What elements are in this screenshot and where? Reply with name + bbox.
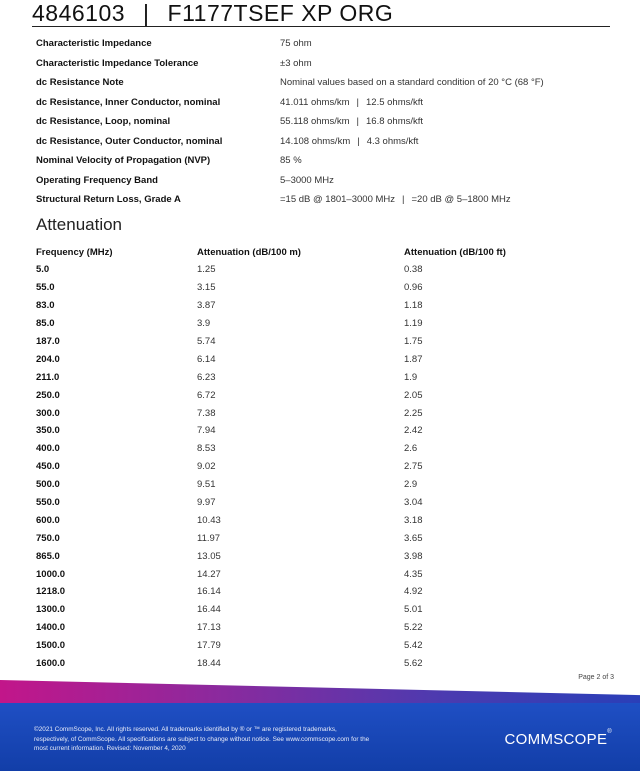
spec-value-metric: 55.118 ohms/km (280, 116, 350, 128)
table-row (36, 619, 616, 637)
spec-value (280, 136, 418, 147)
attenuation-m-cell: 5.74 (197, 336, 216, 347)
frequency-cell: 600.0 (36, 514, 60, 526)
attenuation-ft-cell: 2.9 (404, 479, 418, 491)
attenuation-ft-cell: 4.92 (404, 586, 423, 598)
attenuation-section-title: Attenuation (36, 215, 123, 234)
table-row (36, 511, 616, 529)
footer-line: respectively, of CommScope. All specifications are subject to change without notice. See www.commscope.com for the (34, 735, 370, 743)
spec-label: dc Resistance, Loop, nominal (36, 116, 171, 128)
spec-row (36, 132, 616, 152)
spec-value-imperial: 16.8 ohms/kft (366, 116, 424, 128)
spec-label: Characteristic Impedance (36, 38, 152, 50)
spec-row (36, 190, 616, 210)
attenuation-ft-cell: 2.05 (404, 389, 423, 401)
model-name: F1177TSEF XP ORG (167, 0, 394, 26)
column-header-frequency: Frequency (MHz) (36, 246, 113, 258)
attenuation-m-cell: 10.43 (197, 514, 221, 526)
table-body (36, 261, 616, 672)
attenuation-ft-cell: 4.35 (404, 568, 423, 580)
table-row (36, 279, 616, 297)
table-row (36, 440, 616, 458)
attenuation-m-cell: 14.27 (197, 568, 221, 580)
spec-row (36, 34, 616, 54)
table-row (36, 261, 616, 279)
attenuation-ft-cell: 1.9 (404, 371, 418, 383)
attenuation-m-cell: 9.02 (197, 461, 216, 473)
spec-value (280, 116, 423, 127)
attenuation-ft-cell: 3.65 (404, 532, 423, 544)
header-separator: | (143, 0, 150, 26)
attenuation-ft-cell: 5.22 (404, 622, 423, 634)
specifications-table (36, 34, 616, 210)
footer-legal-text (34, 725, 434, 754)
value-separator: | (357, 135, 360, 147)
attenuation-ft-cell: 1.19 (404, 318, 423, 330)
table-row (36, 494, 616, 512)
frequency-cell: 1600.0 (36, 658, 66, 670)
attenuation-m-cell: 16.14 (197, 586, 221, 598)
spec-row (36, 73, 616, 93)
attenuation-ft-cell: 1.87 (404, 353, 423, 365)
attenuation-ft-cell: 1.18 (404, 300, 423, 312)
table-row (36, 297, 616, 315)
attenuation-m-cell: 16.44 (197, 604, 221, 616)
attenuation-ft-cell: 1.75 (404, 336, 423, 347)
attenuation-m-cell: 7.94 (197, 425, 216, 437)
frequency-cell: 300.0 (36, 407, 60, 419)
spec-label: Operating Frequency Band (36, 174, 158, 186)
frequency-cell: 211.0 (36, 371, 60, 383)
spec-value (280, 194, 511, 205)
attenuation-m-cell: 1.25 (197, 264, 216, 276)
frequency-cell: 250.0 (36, 389, 60, 401)
frequency-cell: 750.0 (36, 532, 60, 544)
spec-row (36, 151, 616, 171)
frequency-cell: 187.0 (36, 336, 60, 347)
spec-row (36, 171, 616, 191)
frequency-cell: 1400.0 (36, 622, 66, 634)
footer (0, 703, 640, 771)
attenuation-m-cell: 9.51 (197, 479, 216, 491)
attenuation-ft-cell: 5.01 (404, 604, 423, 616)
table-row (36, 333, 616, 351)
spec-value: 75 ohm (280, 38, 312, 50)
attenuation-m-cell: 3.15 (197, 282, 216, 294)
logo-text: COMMSCOPE (504, 731, 608, 748)
frequency-cell: 1218.0 (36, 586, 66, 598)
table-row (36, 315, 616, 333)
attenuation-ft-cell: 5.42 (404, 640, 423, 652)
attenuation-m-cell: 13.05 (197, 550, 221, 562)
attenuation-m-cell: 18.44 (197, 658, 221, 670)
attenuation-ft-cell: 2.25 (404, 407, 423, 419)
attenuation-ft-cell: 5.62 (404, 658, 423, 670)
frequency-cell: 55.0 (36, 282, 55, 294)
attenuation-table (36, 243, 616, 672)
attenuation-m-cell: 6.72 (197, 389, 216, 401)
footer-line: ©2021 CommScope, Inc. All rights reserved. All trademarks identified by ® or ™ are registered trademarks, (34, 726, 337, 733)
table-row (36, 476, 616, 494)
attenuation-m-cell: 9.97 (197, 497, 216, 509)
frequency-cell: 400.0 (36, 443, 60, 455)
attenuation-m-cell: 7.38 (197, 407, 216, 419)
spec-label: Structural Return Loss, Grade A (36, 194, 181, 206)
attenuation-m-cell: 6.14 (197, 353, 216, 365)
spec-value-low-band: =20 dB @ 5–1800 MHz (411, 194, 511, 206)
table-row (36, 655, 616, 673)
table-row (36, 637, 616, 655)
attenuation-m-cell: 11.97 (197, 532, 221, 544)
page-number: Page 2 of 3 (578, 674, 614, 681)
spec-value-imperial: 4.3 ohms/kft (366, 135, 419, 147)
spec-value-metric: 14.108 ohms/km (280, 135, 351, 147)
spec-label: Characteristic Impedance Tolerance (36, 57, 199, 69)
attenuation-ft-cell: 3.18 (404, 514, 423, 526)
registered-mark: ® (607, 729, 612, 735)
document-header (32, 0, 610, 27)
frequency-cell: 350.0 (36, 425, 60, 437)
frequency-cell: 1000.0 (36, 568, 66, 580)
frequency-cell: 83.0 (36, 300, 55, 312)
spec-label: dc Resistance Note (36, 77, 124, 89)
spec-row (36, 112, 616, 132)
spec-value-imperial: 12.5 ohms/kft (366, 96, 424, 108)
attenuation-ft-cell: 3.04 (404, 497, 423, 509)
commscope-logo (505, 731, 612, 748)
attenuation-m-cell: 3.9 (197, 318, 211, 330)
frequency-cell: 450.0 (36, 461, 60, 473)
part-number: 4846103 (32, 0, 126, 26)
value-separator: | (402, 194, 405, 206)
attenuation-m-cell: 8.53 (197, 443, 216, 455)
frequency-cell: 1300.0 (36, 604, 66, 616)
spec-value: 5–3000 MHz (280, 174, 334, 186)
column-header-attenuation-ft: Attenuation (dB/100 ft) (404, 246, 506, 258)
attenuation-m-cell: 17.79 (197, 640, 221, 652)
table-row (36, 350, 616, 368)
attenuation-ft-cell: 2.75 (404, 461, 423, 473)
table-row (36, 404, 616, 422)
table-row (36, 458, 616, 476)
attenuation-ft-cell: 3.98 (404, 550, 423, 562)
attenuation-m-cell: 6.23 (197, 371, 216, 383)
table-row (36, 368, 616, 386)
spec-value: Nominal values based on a standard condition of 20 °C (68 °F) (280, 77, 544, 89)
table-row (36, 422, 616, 440)
spec-label: dc Resistance, Outer Conductor, nominal (36, 135, 223, 147)
footer-line: most current information. Revised: November 4, 2020 (34, 745, 186, 752)
spec-value: ±3 ohm (280, 57, 312, 69)
value-separator: | (356, 96, 359, 108)
attenuation-m-cell: 17.13 (197, 622, 221, 634)
attenuation-m-cell: 3.87 (197, 300, 216, 312)
frequency-cell: 5.0 (36, 264, 50, 276)
table-row (36, 583, 616, 601)
frequency-cell: 1500.0 (36, 640, 66, 652)
frequency-cell: 85.0 (36, 318, 55, 330)
spec-row (36, 54, 616, 74)
attenuation-ft-cell: 2.6 (404, 443, 418, 455)
frequency-cell: 204.0 (36, 353, 60, 365)
table-row (36, 547, 616, 565)
value-separator: | (356, 116, 359, 128)
table-row (36, 601, 616, 619)
attenuation-ft-cell: 2.42 (404, 425, 423, 437)
spec-value: 85 % (280, 155, 302, 167)
frequency-cell: 550.0 (36, 497, 60, 509)
spec-label: dc Resistance, Inner Conductor, nominal (36, 96, 221, 108)
column-header-attenuation-m: Attenuation (dB/100 m) (197, 246, 301, 258)
spec-value (280, 97, 423, 108)
attenuation-ft-cell: 0.38 (404, 264, 423, 276)
spec-label: Nominal Velocity of Propagation (NVP) (36, 155, 211, 167)
attenuation-ft-cell: 0.96 (404, 282, 423, 294)
spec-value-high-band: =15 dB @ 1801–3000 MHz (280, 194, 396, 206)
spec-value-metric: 41.011 ohms/km (280, 96, 350, 108)
frequency-cell: 865.0 (36, 550, 60, 562)
frequency-cell: 500.0 (36, 479, 60, 491)
table-row (36, 565, 616, 583)
spec-row (36, 93, 616, 113)
table-row (36, 529, 616, 547)
table-header-row (36, 243, 616, 261)
table-row (36, 386, 616, 404)
